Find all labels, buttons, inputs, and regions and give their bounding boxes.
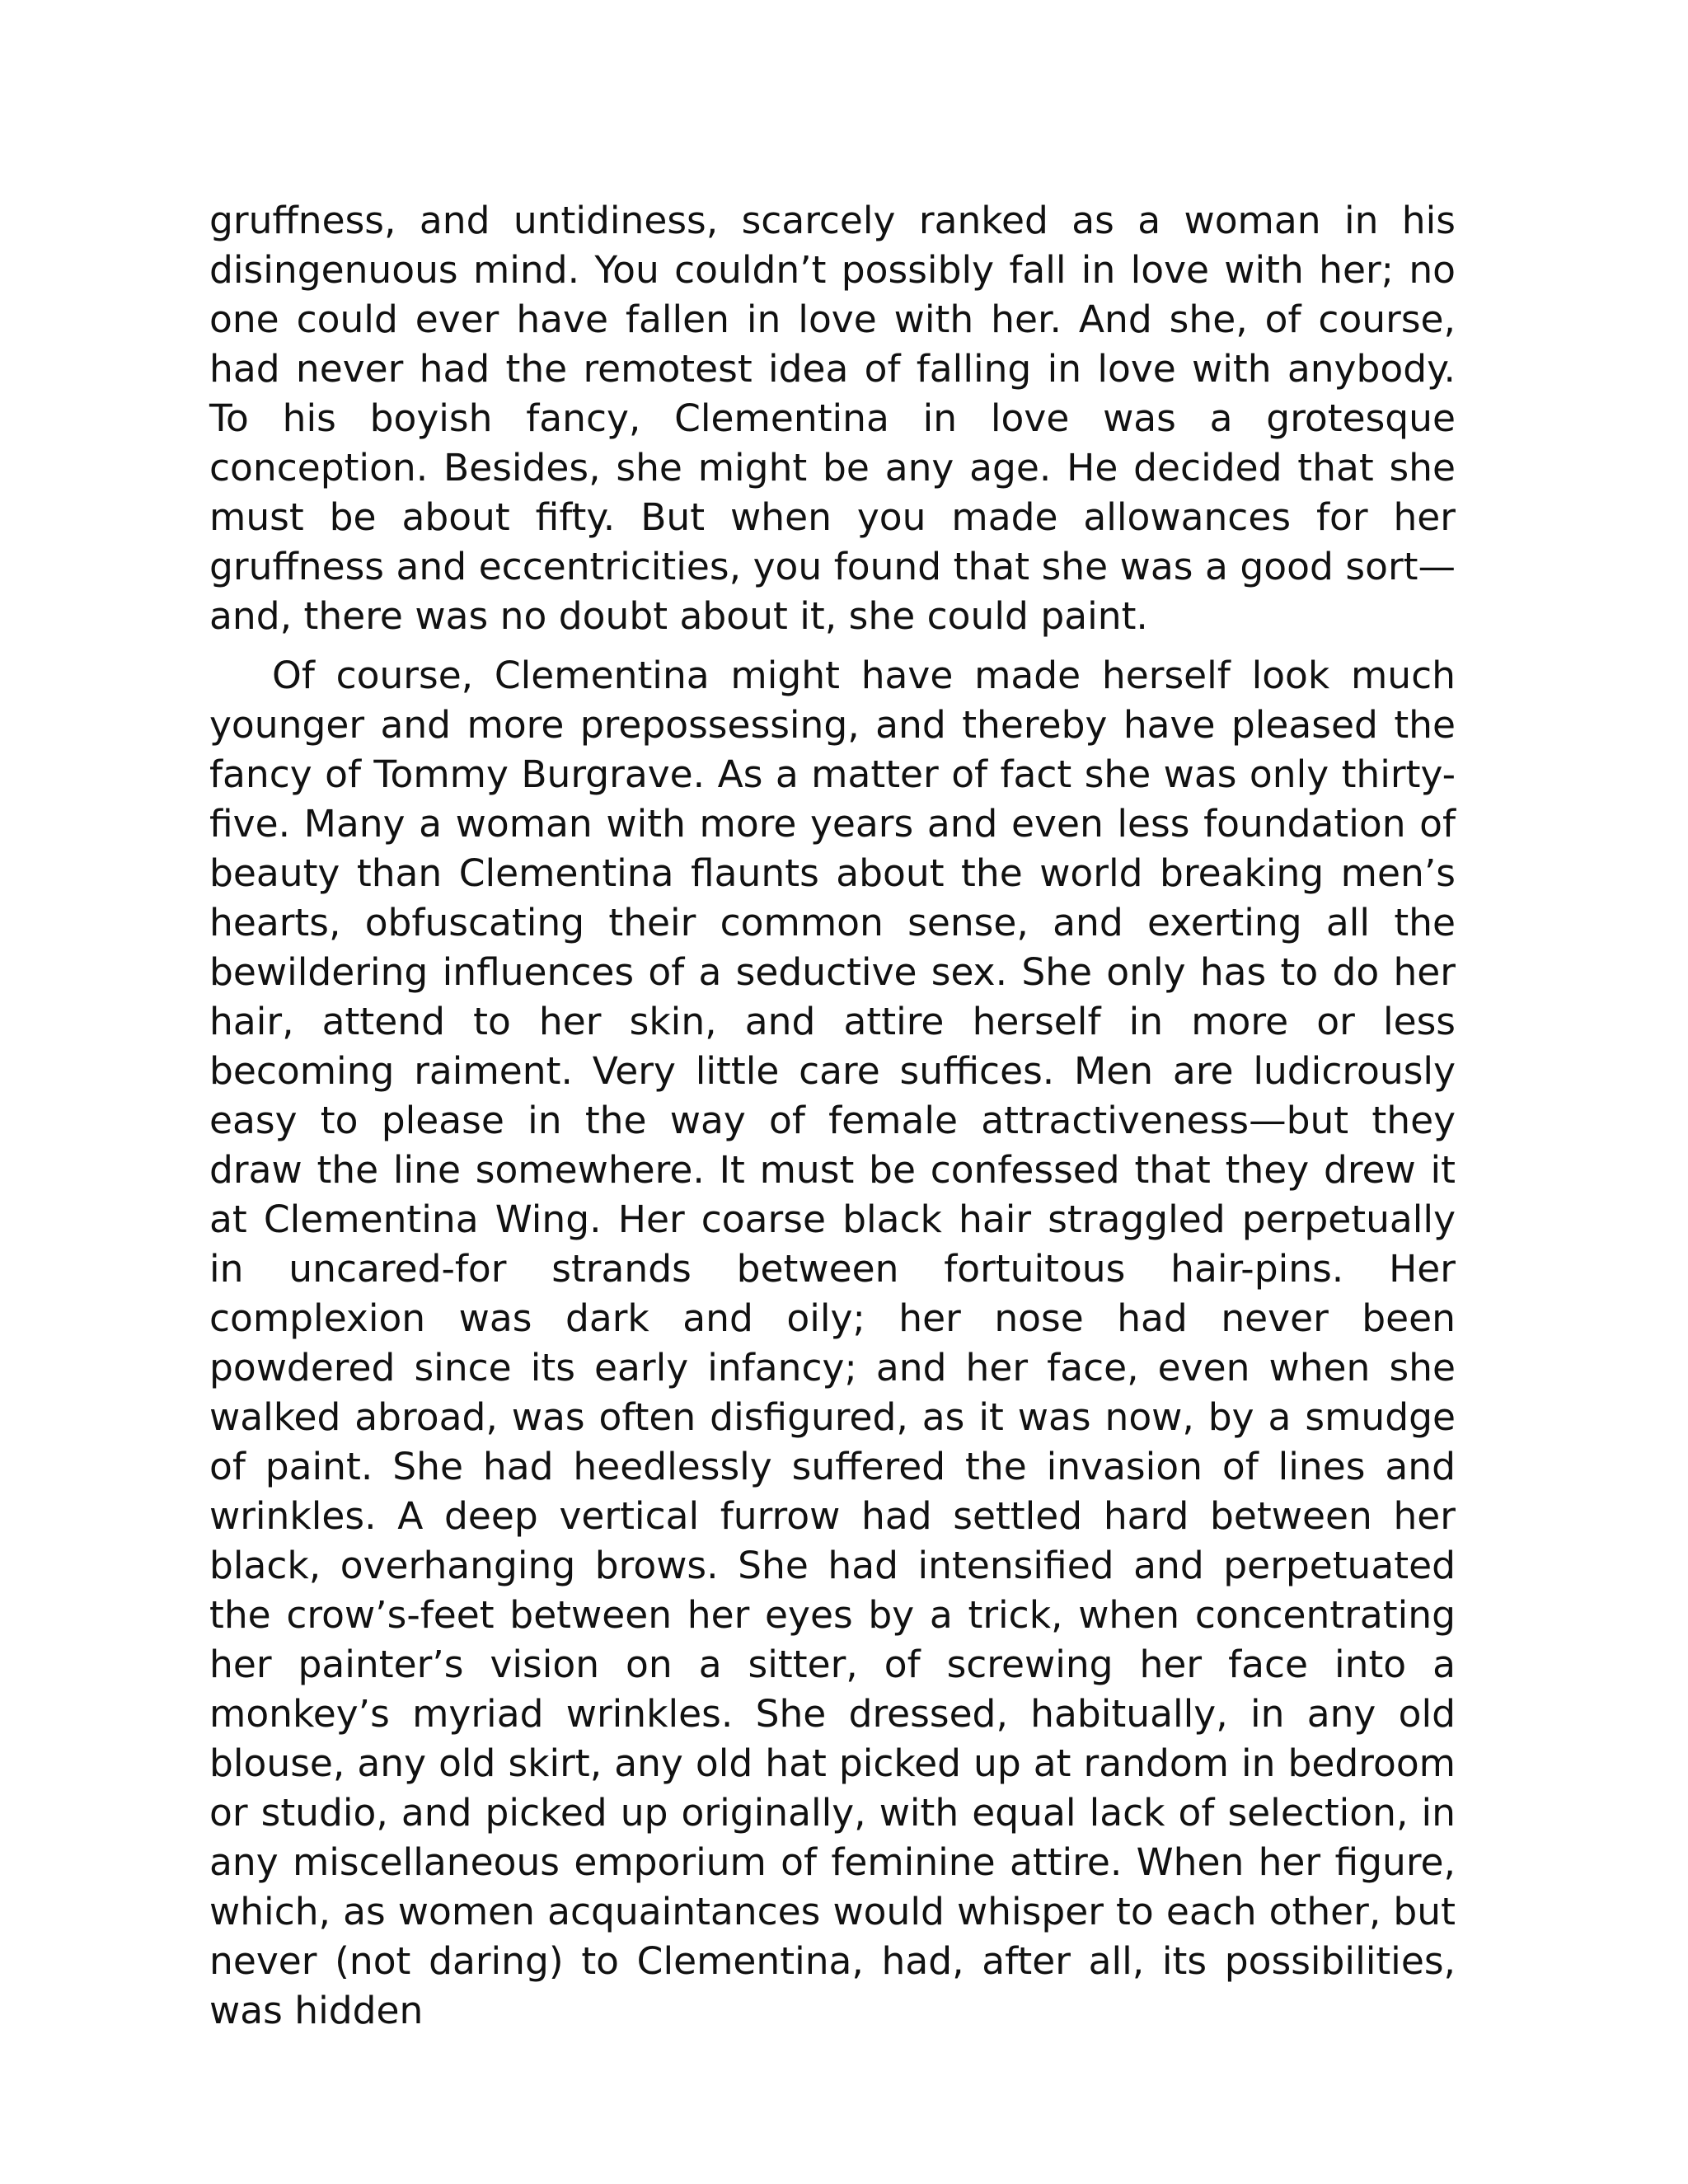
document-page [209,196,1456,2036]
paragraph-clementina-appearance: Of course, Clementina might have made herself look much younger and more prepossessing, and thereby have pleased the fancy of Tommy Burgrave. As a matter of fact she was only thirty-five. Many a woman with more years and even less foundation of beauty than Clementina flaunts about the world breaking men’s hearts, obfuscating their common sense, and exerting all the bewildering influences of a seductive sex. She only has to do her hair, attend to her skin, and attire herself in more or less becoming raiment. Very little care suffices. Men are ludicrously easy to please in the way of female attractiveness—but they draw the line somewhere. It must be confessed that they drew it at Clementina Wing. Her coarse black hair straggled perpetually in uncared-for strands between fortuitous hair-pins. Her complexion was dark and oily; her nose had never been powdered since its early infancy; and her face, even when she walked abroad, was often disfigured, as it was now, by a smudge of paint. She had heedlessly suffered the invasion of lines and wrinkles. A deep vertical furrow had settled hard between her black, overhanging brows. She had intensified and perpetuated the crow’s-feet between her eyes by a trick, when concentrating her painter’s vision on a sitter, of screwing her face into a monkey’s myriad wrinkles. She dressed, habitually, in any old blouse, any old skirt, any old hat picked up at random in bedroom or studio, and picked up originally, with equal lack of selection, in any miscellaneous emporium of feminine attire. When her figure, which, as women acquaintances would whisper to each other, but never (not daring) to Clementina, had, after all, its possibilities, was hidden [209,654,1456,2032]
paragraph-continued: gruffness, and untidiness, scarcely ranked as a woman in his disingenuous mind. You couldn’t possibly fall in love with her; no one could ever have fallen in love with her. And she, of course, had never had the remotest idea of falling in love with anybody. To his boyish fancy, Clementina in love was a grotesque conception. Besides, she might be any age. He decided that she must be about fifty. But when you made allowances for her gruffness and eccentricities, you found that she was a good sort—and, there was no doubt about it, she could paint. [209,199,1456,638]
